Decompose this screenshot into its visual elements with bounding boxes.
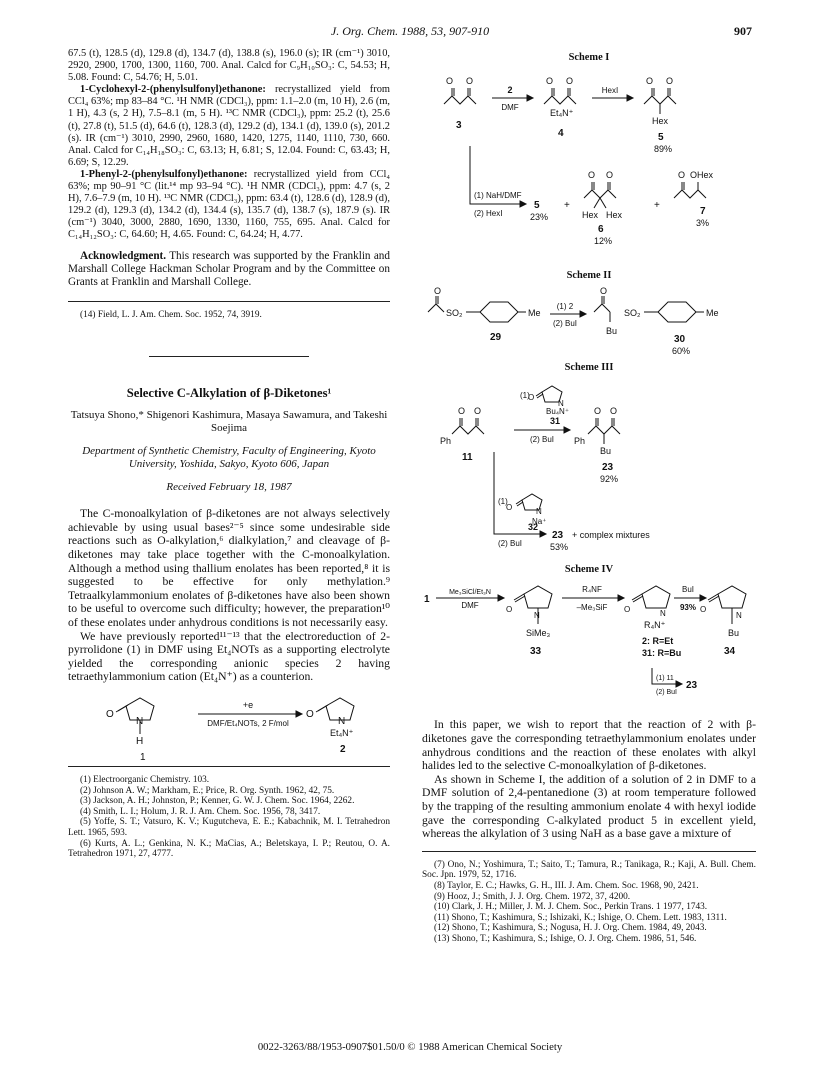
trimethylsilyl: SiMe₃ [526,628,551,639]
label-32: 32 [528,522,539,533]
received-date: Received February 18, 1987 [166,481,292,494]
footnote: (2) Johnson A. W.; Markham, E.; Price, R. Org. Synth. 1962, 42, 75. [80,785,335,796]
nitrogen-atom: N [736,611,742,621]
footnote-rule [68,766,390,767]
yield-53: 53% [550,542,569,553]
scheme-title: Scheme IV [564,564,614,576]
reagent-2: 2 [507,85,513,96]
carbonyl-o: O [474,406,482,417]
footnote: (1) Electroorganic Chemistry. 103. [80,775,210,785]
reagent-bui: BuI [681,585,695,595]
butyl: Bu [600,446,612,457]
scheme-title: Scheme I [568,52,610,63]
compound-data: recrystallized yield from CCl₄ 63%; mp 90–91 °C (lit.¹⁴ mp 93–94 °C). ¹H NMR (CDCl₃), ppm: 4.7 (s, 2 H), 7.6–7.9 (m, 10 H). ¹³C NMR (CDCl₃), ppm: 63.4 (t), 128.6 (d), 128.9 (d), 129.2 (d), 129.3 (d), 134.2 (d), 134.4 (s), 135.7 (d), 138.7 (s), 187.9 (s). IR (cm⁻¹) 3040, 3000, 2880, 1690, 1330, 1160, 755, 695. Anal. Calcd for C₁₄H₁₂SO₃: C, 64.60; H, 4.65. Found: C, 64.24; H, 4.77. [68,168,390,241]
left-column [68,48,390,860]
oxygen-atom: O [624,605,631,615]
footnote: (3) Jackson, A. H.; Johnston, P.; Kenner, G. W. J. Chem. Soc. 1964, 2262. [80,796,355,807]
hex-substituent: Hex [652,116,669,127]
copyright-footer: 0022-3263/88/1953-0907$01.50/0 © 1988 American Chemical Society [257,1041,563,1053]
compound-name: 1-Cyclohexyl-2-(phenylsulfonyl)ethanone: [80,84,266,96]
nitrogen-atom: N [558,399,564,409]
yield-5: 89% [654,144,673,155]
oxygen-atom: O [506,605,513,615]
condition-nah: (1) NaH/DMF [474,191,522,201]
yield-7: 3% [696,218,710,229]
condition-2: (2) BuI [552,319,578,329]
nitrogen-atom: N [660,609,666,619]
intro-paragraph: The C-monoalkylation of β-diketones are not always selectively achievable by using usual bases²⁻⁵ since some undesirable side reactions such as O-alkylation,⁶ dialkylation,⁷ and cleavage of β-diketones may take place together with the C-monoalkylation. Although a method using thallium enolates has been reported,⁸ it is suggested to be effective for only methylation.⁹ Tetraalkylammonium enolates of β-diketones have also been shown to be useful to overcome such difficulty; however, the preparation¹⁰ of these enolates under anhydrous conditions is not necessarily easy. [68,507,390,630]
previous-work-paragraph: We have previously reported¹¹⁻¹³ that the electroreduction of 2-pyrrolidone (1) in DMF using Et₄NOTs as a supporting electrolyte yielded the corresponding anionic species 2 having tetraethylammonium cation (Et₄N⁺) as a counterion. [68,629,390,684]
article-title: Selective C-Alkylation of β-Diketones¹ [126,386,332,401]
condition-2: (2) BuI [498,539,523,549]
plus: + [564,200,570,212]
scheme-title: Scheme II [566,270,612,282]
compound-label-1: 1 [140,752,146,762]
footnote: (11) Shono, T.; Kashimura, S.; Ishizaki, K.; Ishige, O. Chem. Lett. 1983, 1311. [434,912,727,923]
carbonyl-o: O [588,170,596,181]
label-11: 11 [462,452,473,464]
footnote-rule [422,851,756,852]
phenyl: Ph [440,436,452,447]
compound-data: recrystallized yield from CCl₄ 63%; mp 83–84 °C. ¹H NMR (CDCl₃), ppm: 1.1–2.0 (m, 10 H), 2.6 (m, 1 H), 4.3 (s, 2 H), 7.5–8.1 (m, 5 H). ¹³C NMR (CDCl₃), ppm: 25.2 (t), 25.6 (t), 27.8 (t), 51.5 (d), 64.6 (t), 128.3 (d), 129.2 (d), 134.1 (d), 139.0 (s), 201.2 (s). IR (cm⁻¹) 3010, 2990, 2960, 1680, 1420, 1275, 1140, 1110, 730, 660. Anal. Calcd for C₁₄H₁₈SO₃: C, 63.13; H, 6.81; S, 12.04. Found: C, 63.43; H, 6.69; S, 12.29. [68,84,390,168]
product-23: 23 [552,530,564,542]
condition-electrolyte: DMF/Et₄NOTs, 2 F/mol [207,719,289,728]
oxygen-atom: O [506,503,513,513]
compound-label-2: 2 [340,744,346,755]
condition-2: (2) BuI [529,435,555,445]
label-33: 33 [530,646,542,658]
journal-citation: J. Org. Chem. 1988, 53, 907-910 [330,24,490,38]
electroreduction-equation [68,684,390,762]
methyl: Me [706,308,719,319]
label-34: 34 [724,646,736,658]
condition-silylation: Me₃SiCl/Et₃N [449,589,491,597]
hex-substituent: Hex [582,210,599,221]
reagent-fluoride: R₄NF [582,585,602,595]
footnote: (8) Taylor, E. C.; Hawks, G. H., III. J. Am. Chem. Soc. 1968, 90, 2421. [434,880,699,891]
carbonyl-o: O [434,286,442,297]
condition-11: (1) 11 [656,675,674,683]
experimental-entry-phenyl [68,169,390,242]
label-6: 6 [598,224,604,236]
nitrogen-atom: N [534,611,540,621]
yield-23: 23% [530,212,549,223]
carbonyl-o: O [600,286,608,297]
footnote: (4) Smith, L. I.; Holum, J. R. J. Am. Chem. Soc. 1956, 78, 3417. [80,806,321,817]
scheme-title: Scheme III [564,362,614,374]
carbonyl-o: O [606,170,614,181]
carbonyl-o: O [610,406,618,417]
footnotes-left [68,775,390,860]
sulfonyl: SO₂ [446,308,463,319]
nitrogen-atom: N [136,716,144,727]
oxygen-atom: O [106,709,114,720]
right-column [422,48,756,944]
ether-ohex: OHex [690,170,714,181]
running-header [68,24,752,40]
label-23: 23 [602,462,614,474]
solvent: DMF [461,601,479,611]
carbonyl-o: O [546,76,554,87]
complex-mixtures: + complex mixtures [572,530,650,541]
condition-bui: (2) BuI [656,689,678,697]
cation: Et₄N⁺ [550,108,574,119]
sulfonyl: SO₂ [624,308,641,319]
footnote: (9) Hooz, J.; Smith, J. J. Org. Chem. 1972, 37, 4200. [434,891,631,902]
nitrogen-atom: N [338,716,346,727]
product-5: 5 [534,200,540,212]
carbonyl-o: O [678,170,686,181]
label-30: 30 [674,334,686,346]
scheme-1 [422,66,756,266]
counter-cation: Et₄N⁺ [330,728,354,738]
carbonyl-o: O [446,76,454,87]
yield-93: 93% [679,603,697,613]
cation: Na⁺ [532,517,547,527]
footnote: (6) Kurts, A. L.; Genkina, N. K.; MaCias, A.; Beletskaya, I. P.; Reutou, O. A. Tetrahedron 1971, 27, 4777. [68,838,390,860]
scheme-2 [422,284,756,358]
affiliation: Department of Synthetic Chemistry, Faculty of Engineering, Kyoto University, Yoshida, Sakyo, Kyoto 606, Japan [82,445,376,471]
yield-6: 12% [594,236,613,247]
label-31-r-bu: 31: R=Bu [642,648,682,659]
experimental-continuation: 67.5 (t), 128.5 (d), 129.8 (d), 134.7 (d), 138.8 (s), 196.0 (s); IR (cm⁻¹) 3010, 2920, 2900, 1700, 1300, 1160, 700. Anal. Calcd for C₉H₁₀SO₃: C, 54.53; H, 5.08. Found: C, 54.76; H, 5.01. [68,48,390,84]
footnote: (13) Shono, T.; Kashimura, S.; Ishige, O. J. Org. Chem. 1986, 51, 546. [434,933,697,944]
scheme-4 [422,578,756,704]
condition-hexi: (2) HexI [474,209,503,219]
label-2-r-et: 2: R=Et [642,636,674,647]
scheme-3 [422,376,756,560]
carbonyl-o: O [594,406,602,417]
footnote-rule [68,301,390,302]
condition-1: (1) [498,497,508,507]
label-1: 1 [424,594,430,606]
label-29: 29 [490,332,502,344]
oxygen-atom: O [306,709,314,720]
methyl: Me [528,308,541,319]
article-separator [149,356,309,357]
acknowledgment-text: This research was supported by the Franklin and Marshall College Hackman Scholar Program and by the Committee on Grants at Franklin and Marshall College. [68,249,390,288]
label-5: 5 [658,132,664,144]
carbonyl-o: O [466,76,474,87]
authors: Tatsuya Shono,* Shigenori Kashimura, Masaya Sawamura, and Takeshi Soejima [70,409,388,435]
scope-paragraph: In this paper, we wish to report that the reaction of 2 with β-diketones gave the corresponding tetraethylammonium enolates under anhydrous conditions and the reaction of these enolates with alkyl halides led to the selective C-monoalkylation of β-diketones. [422,718,756,773]
hex-substituent: Hex [606,210,623,221]
nitrogen-atom: N [536,507,542,517]
label-7: 7 [700,206,706,218]
carbonyl-o: O [566,76,574,87]
hydrogen-atom: H [136,736,144,747]
condition-1: (1) [520,391,530,401]
cation: Bu₄N⁺ [546,407,570,417]
plus: + [654,200,660,212]
phenyl: Ph [574,436,586,447]
reagent-hexi: HexI [601,86,619,96]
label-3: 3 [456,120,462,132]
yield-23: 92% [600,474,619,485]
solvent: DMF [501,103,519,113]
condition-electron: +e [242,700,254,710]
butyl: Bu [606,326,618,337]
footnote-14: (14) Field, L. J. Am. Chem. Soc. 1952, 74, 3919. [80,309,262,320]
label-4: 4 [558,128,564,140]
carbonyl-o: O [458,406,466,417]
acknowledgment-heading: Acknowledgment. [80,249,167,262]
yield-30: 60% [672,346,691,357]
compound-name: 1-Phenyl-2-(phenylsulfonyl)ethanone: [80,168,248,180]
oxygen-atom: O [700,605,707,615]
byproduct: –Me₃SiF [576,603,608,613]
carbonyl-o: O [646,76,654,87]
footnote: (12) Shono, T.; Kashimura, S.; Nogusa, H. J. Org. Chem. 1984, 49, 2043. [434,923,707,934]
acknowledgment [68,250,390,289]
footnote: (10) Clark, J. H.; Miller, J. M. J. Chem. Soc., Perkin Trans. 1 1977, 1743. [434,902,708,913]
condition-1: (1) 2 [556,302,574,312]
experimental-entry-cyclohexyl [68,84,390,169]
butyl: Bu [728,628,740,639]
footnotes-right [422,860,756,945]
scheme-1-discussion: As shown in Scheme I, the addition of a solution of 2 in DMF to a DMF solution of 2,4-pentanedione (3) at room temperature followed by the trapping of the resulting ammonium enolate 4 with hexyl iodide gave the corresponding C-alkylated product 5 in excellent yield, whereas the alkylation of 3 using NaH as a base gave a mixture of [422,772,756,841]
label-31: 31 [550,416,561,427]
carbonyl-o: O [666,76,674,87]
oxygen-atom: O [528,393,535,403]
footnote: (5) Yoffe, S. T.; Vatsuro, K. V.; Kugutcheva, E. E.; Kabachnik, M. I. Tetrahedron Lett. 1965, 593. [68,817,390,838]
page-number: 907 [734,24,752,38]
ammonium-cation: R₄N⁺ [644,620,666,631]
footnote: (7) Ono, N.; Yoshimura, T.; Saito, T.; Tamura, R.; Tanikaga, R.; Kaji, A. Bull. Chem. Soc. Jpn. 1979, 52, 1716. [422,859,756,881]
product-23: 23 [686,680,698,692]
